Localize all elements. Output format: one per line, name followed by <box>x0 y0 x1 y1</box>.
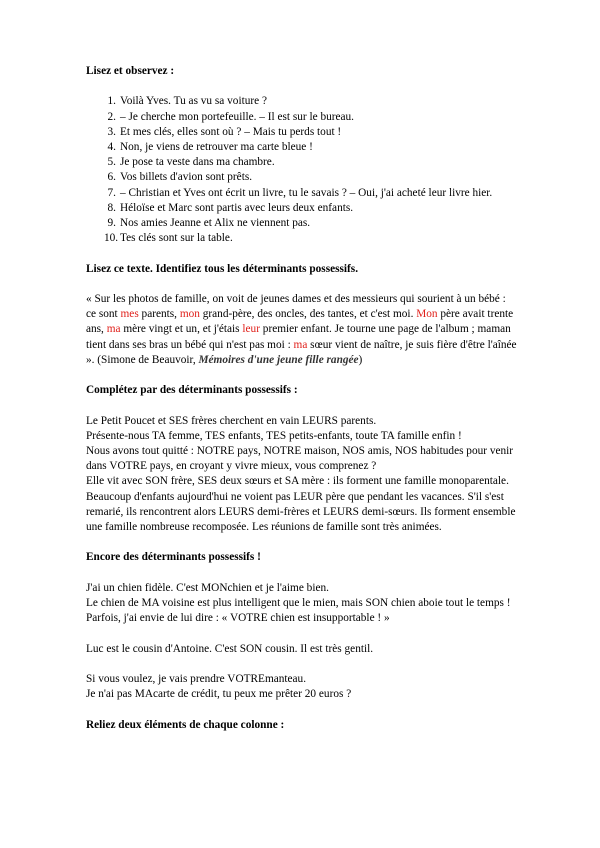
possessive-highlight: ma <box>106 323 121 336</box>
exercise-line: Luc est le cousin d'Antoine. C'est SON cousin. Il est très gentil. <box>86 642 374 655</box>
possessive-highlight: mes <box>120 308 139 321</box>
beauvoir-quote: « Sur les photos de famille, on voit de jeunes dames et des messieurs qui sourient à un bébé : ce sont mes parents, mon grand-père, des oncles, des tantes, et c'est moi. Mon père avait trente ans, ma mère vingt et un, et j'étais leur premier enfant. Je tourne une page de l'album ; maman tient dans ses bras un bébé qui n'est pas moi : ma sœur vient de naître, je suis fière d'être l'aînée ». (Simone de Beauvoir, Mémoires d'une jeune fille rangée) <box>86 293 517 366</box>
section-title-identify: Lisez ce texte. Identifiez tous les déterminants possessifs. <box>86 262 359 275</box>
list-item: 4. Non, je viens de retrouver ma carte bleue ! <box>107 141 313 153</box>
exercise-line: Le Petit Poucet et SES frères cherchent en vain LEURS parents. <box>86 414 377 427</box>
list-item: 9. Nos amies Jeanne et Alix ne viennent pas. <box>107 217 311 230</box>
list-item: 5. Je pose ta veste dans ma chambre. <box>107 156 275 169</box>
exercise-line: Si vous voulez, je vais prendre VOTREmanteau. <box>86 672 307 685</box>
exercise-line: Présente-nous TA femme, TES enfants, TES petits-enfants, toute TA famille enfin ! <box>86 429 462 442</box>
list-item: 6. Vos billets d'avion sont prêts. <box>107 171 253 184</box>
possessive-highlight: Mon <box>416 308 438 321</box>
section-title-more: Encore des déterminants possessifs ! <box>86 551 261 564</box>
exercise-line: Je n'ai pas MAcarte de crédit, tu peux me prêter 20 euros ? <box>86 688 352 701</box>
section-title-complete: Complétez par des déterminants possessifs : <box>86 384 298 397</box>
list-item: 8. Héloïse et Marc sont partis avec leurs deux enfants. <box>107 201 354 214</box>
section-title-observe: Lisez et observez : <box>86 65 175 77</box>
list-item: 2. – Je cherche mon portefeuille. – Il est sur le bureau. <box>107 110 355 123</box>
book-title: Mémoires d'une jeune fille rangée <box>198 353 359 366</box>
list-item: 7. – Christian et Yves ont écrit un livre, tu le savais ? – Oui, j'ai acheté leur livre hier. <box>107 186 493 199</box>
document-page <box>86 64 518 733</box>
exercise-line: Le chien de MA voisine est plus intelligent que le mien, mais SON chien aboie tout le temps ! Parfois, j'ai envie de lui dire : « VOTRE chien est insupportable ! » <box>86 597 511 625</box>
section-title-match: Reliez deux éléments de chaque colonne : <box>86 718 285 731</box>
exercise-line: Nous avons tout quitté : NOTRE pays, NOTRE maison, NOS amis, NOS habitudes pour venir dans VOTRE pays, en croyant y vivre mieux, vous comprenez ? <box>86 445 514 473</box>
possessive-highlight: mon <box>179 308 200 321</box>
list-item: 3. Et mes clés, elles sont où ? – Mais tu perds tout ! <box>107 125 342 138</box>
example-list <box>86 94 518 246</box>
list-item: 1. Voilà Yves. Tu as vu sa voiture ? <box>107 95 267 108</box>
exercise-line: J'ai un chien fidèle. C'est MONchien et je l'aime bien. <box>86 581 329 594</box>
possessive-highlight: leur <box>242 323 260 336</box>
exercise-line: Elle vit avec SON frère, SES deux sœurs et SA mère : ils forment une famille monoparentale. Beaucoup d'enfants aujourd'hui ne voient pas LEUR père que pendant les vacances. S'il s'est remarié, ils rencontrent alors LEURS demi-frères et LEURS demi-sœurs. Ils forment ensemble une famille nombreuse recomposée. Les réunions de famille sont très animées. <box>86 475 516 534</box>
list-item: 10. Tes clés sont sur la table. <box>104 232 233 245</box>
possessive-highlight: ma <box>293 338 308 351</box>
